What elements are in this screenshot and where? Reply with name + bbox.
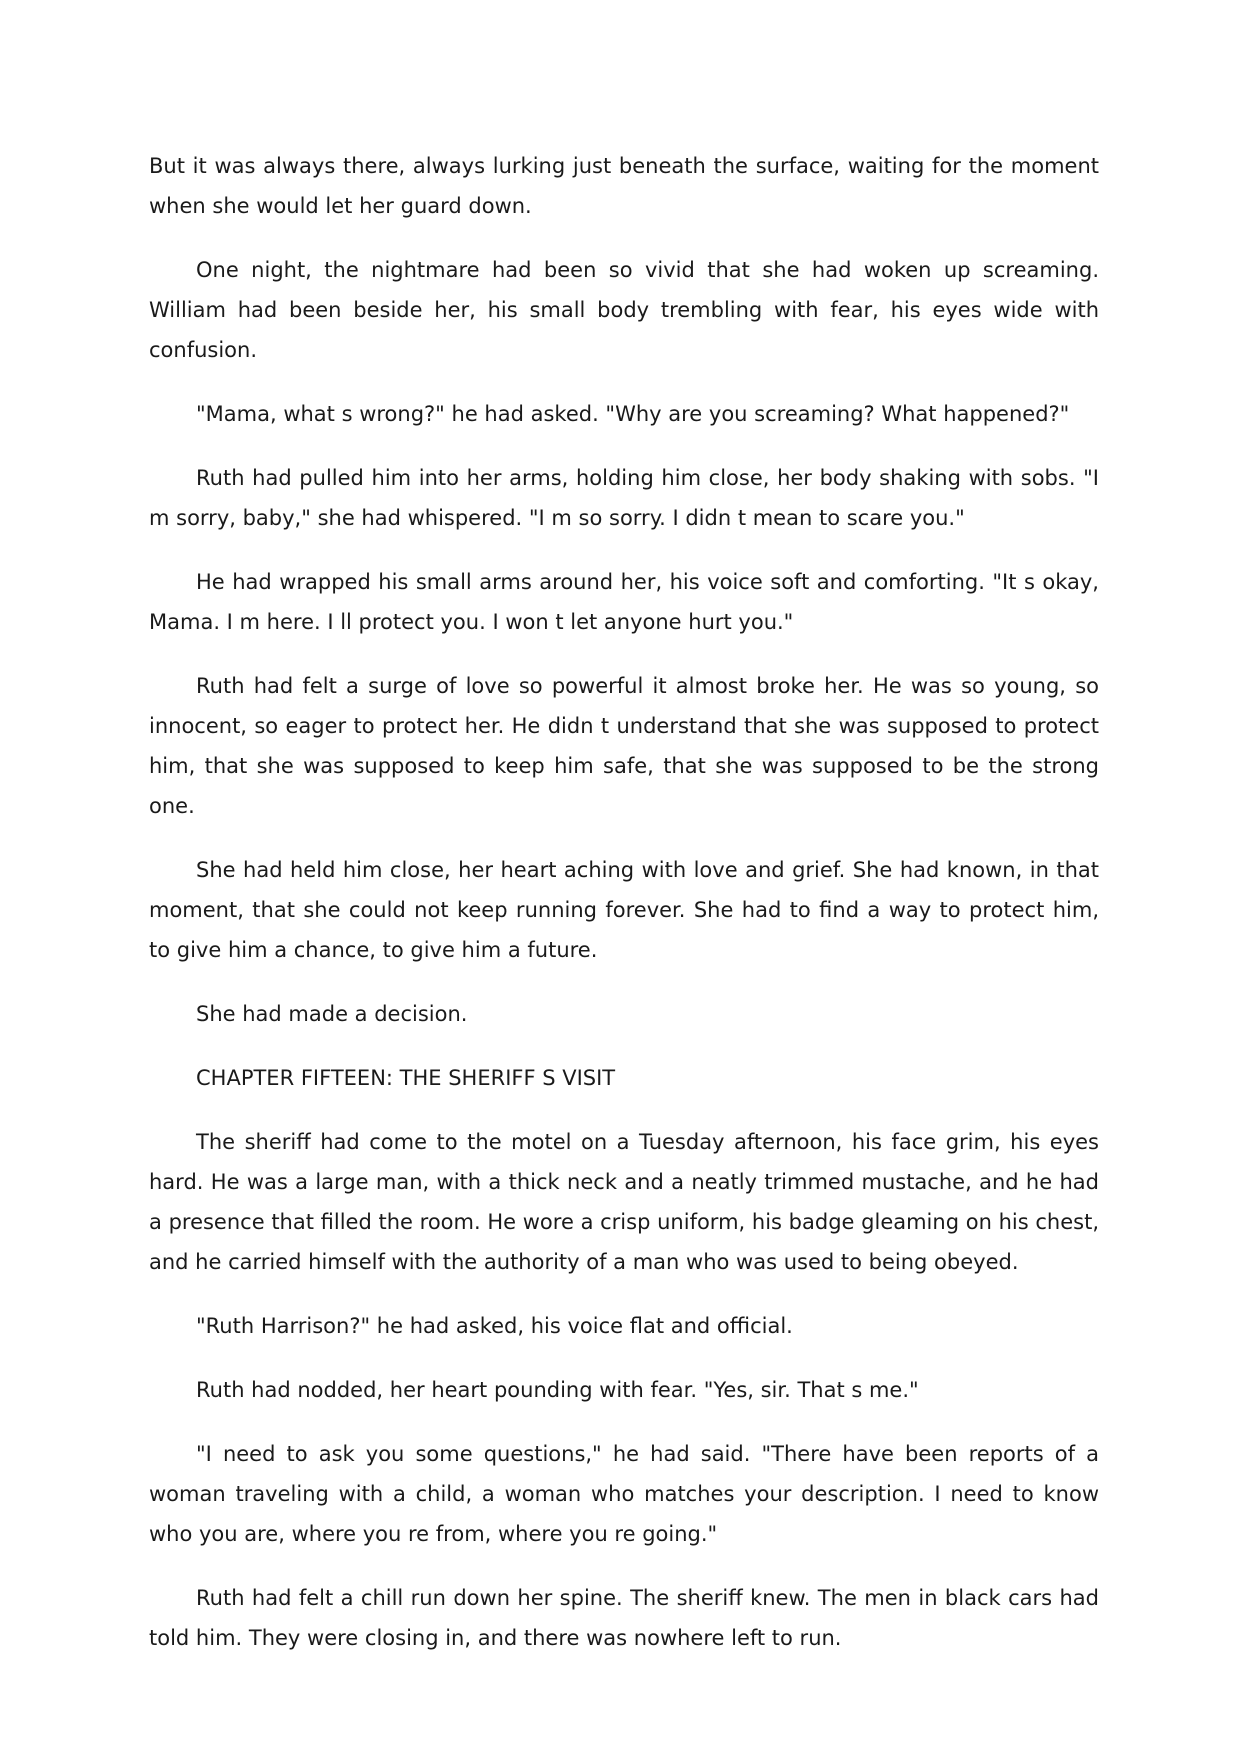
paragraph-sheriff-question: "Ruth Harrison?" he had asked, his voice flat and official.: [196, 1314, 793, 1338]
paragraph-lurking: But it was always there, always lurking just beneath the surface, waiting for the moment when she would let her guard down.: [149, 154, 1099, 218]
chapter-heading: CHAPTER FIFTEEN: THE SHERIFF S VISIT: [196, 1066, 616, 1090]
paragraph-mama-question: "Mama, what s wrong?" he had asked. "Why are you screaming? What happened?": [196, 402, 1070, 426]
paragraph-chill: Ruth had felt a chill run down her spine. The sheriff knew. The men in black cars had told him. They were closing in, and there was nowhere left to run.: [149, 1586, 1099, 1650]
paragraph-surge-of-love: Ruth had felt a surge of love so powerful it almost broke her. He was so young, so innocent, so eager to protect her. He didn t understand that she was supposed to protect him, that she was supposed to keep him safe, that she was supposed to be the strong one.: [149, 674, 1099, 818]
paragraph-nightmare: One night, the nightmare had been so vivid that she had woken up screaming. William had been beside her, his small body trembling with fear, his eyes wide with confusion.: [149, 258, 1099, 362]
paragraph-decision: She had made a decision.: [196, 1002, 468, 1026]
paragraph-held-close: She had held him close, her heart aching with love and grief. She had known, in that moment, that she could not keep running forever. She had to find a way to protect him, to give him a chance, to give him a future.: [149, 858, 1099, 962]
paragraph-ruth-apology: Ruth had pulled him into her arms, holding him close, her body shaking with sobs. "I m sorry, baby," she had whispered. "I m so sorry. I didn t mean to scare you.": [149, 466, 1099, 530]
paragraph-ruth-nods: Ruth had nodded, her heart pounding with fear. "Yes, sir. That s me.": [196, 1378, 919, 1402]
paragraph-sheriff-arrival: The sheriff had come to the motel on a Tuesday afternoon, his face grim, his eyes hard. He was a large man, with a thick neck and a neatly trimmed mustache, and he had a presence that filled the room. He wore a crisp uniform, his badge gleaming on his chest, and he carried himself with the authority of a man who was used to being obeyed.: [149, 1130, 1099, 1274]
paragraph-william-comfort: He had wrapped his small arms around her, his voice soft and comforting. "It s okay, Mama. I m here. I ll protect you. I won t let anyone hurt you.": [149, 570, 1099, 634]
paragraph-sheriff-questions: "I need to ask you some questions," he had said. "There have been reports of a woman traveling with a child, a woman who matches your description. I need to know who you are, where you re from, where you re going.": [149, 1442, 1099, 1546]
